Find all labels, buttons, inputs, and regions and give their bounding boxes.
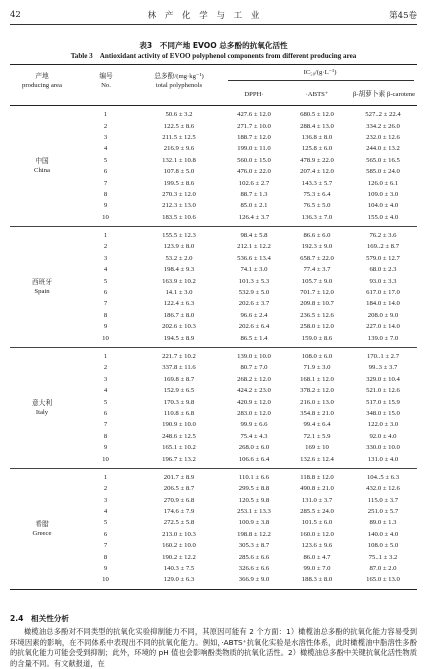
abts-ic50-cell: 159.0 ± 8.6 <box>301 334 333 342</box>
carotene-ic50-cell: 76.2 ± 3.6 <box>369 232 397 240</box>
carotene-ic50-cell: 330.0 ± 10.0 <box>366 444 400 452</box>
abts-ic50-cell: 285.5 ± 24.0 <box>300 508 334 516</box>
total-polyphenols-cell: 186.7 ± 8.0 <box>163 311 195 319</box>
total-polyphenols-cell: 122.5 ± 8.6 <box>163 122 195 130</box>
abts-ic50-cell: 236.5 ± 12.6 <box>300 311 334 319</box>
dpph-ic50-cell: 98.4 ± 5.8 <box>240 232 268 240</box>
carotene-ic50-cell: 334.2 ± 26.0 <box>366 122 400 130</box>
area-name-cn: 中国 <box>35 157 49 165</box>
dpph-ic50-cell: 106.6 ± 6.4 <box>238 455 270 463</box>
carotene-ic50-cell: 527..2 ± 22.4 <box>365 111 401 119</box>
abts-ic50-cell: 77.4 ± 3.7 <box>303 266 331 274</box>
abts-ic50-cell: 125.8 ± 6.0 <box>301 145 333 153</box>
carotene-ic50-cell: 139.0 ± 7.0 <box>367 334 399 342</box>
carotene-ic50-cell: 244.0 ± 13.2 <box>366 145 400 153</box>
abts-ic50-cell: 701.7 ± 12.0 <box>300 289 334 297</box>
total-polyphenols-cell: 272.5 ± 5.8 <box>163 519 195 527</box>
dpph-ic50-cell: 102.6 ± 2.7 <box>238 179 270 187</box>
table-caption-en: Table 3 Antioxidant activity of EVOO polyphenol components from different producing area <box>70 52 357 60</box>
total-polyphenols-cell: 14.1 ± 3.0 <box>165 289 193 297</box>
total-polyphenols-cell: 174.6 ± 7.9 <box>163 508 195 516</box>
total-polyphenols-cell: 202.6 ± 10.3 <box>162 323 196 331</box>
carotene-ic50-cell: 251.0 ± 5.7 <box>367 508 399 516</box>
table-row <box>10 200 417 211</box>
table-row <box>10 143 417 154</box>
carotene-ic50-cell: 115.0 ± 3.7 <box>367 496 399 504</box>
producing-area-label <box>10 278 74 296</box>
header-total-polyphenols: 总多酚/(mg·kg⁻¹) total polyphenols <box>154 73 204 89</box>
carotene-ic50-cell: 68.0 ± 2.3 <box>369 266 397 274</box>
antioxidant-table <box>10 64 417 590</box>
table-row <box>10 132 417 143</box>
abts-ic50-cell: 76.5 ± 5.0 <box>303 202 331 210</box>
dpph-ic50-cell: 75.4 ± 4.3 <box>240 432 268 440</box>
journal-title: 林 产 化 学 与 工 业 <box>147 11 263 21</box>
carotene-ic50-cell: 329.0 ± 10.4 <box>366 375 400 383</box>
table-row <box>10 495 417 506</box>
abts-ic50-cell: 99.4 ± 6.4 <box>303 421 331 429</box>
abts-ic50-cell: 132.6 ± 12.4 <box>300 455 334 463</box>
sample-no-cell: 9 <box>103 565 108 573</box>
abts-ic50-cell: 168.1 ± 12.0 <box>300 375 334 383</box>
dpph-ic50-cell: 366.9 ± 9.0 <box>238 576 270 584</box>
area-name-cn: 西班牙 <box>31 278 53 286</box>
dpph-ic50-cell: 420.9 ± 12.0 <box>237 398 271 406</box>
table-row <box>10 483 417 494</box>
total-polyphenols-cell: 206.5 ± 8.7 <box>163 485 195 493</box>
dpph-ic50-cell: 326.6 ± 6.6 <box>238 565 270 573</box>
area-name-en: Spain <box>34 287 50 295</box>
page-header <box>10 8 417 22</box>
sample-no-cell: 5 <box>103 156 108 164</box>
table-row <box>10 189 417 200</box>
producing-area-label <box>10 399 74 417</box>
carotene-ic50-cell: 104.0 ± 4.0 <box>367 202 399 210</box>
dpph-ic50-cell: 96.6 ± 2.4 <box>240 311 268 319</box>
table-row <box>10 431 417 442</box>
dpph-ic50-cell: 199.0 ± 11.0 <box>237 145 271 153</box>
total-polyphenols-cell: 140.3 ± 7.5 <box>163 565 195 573</box>
total-polyphenols-cell: 190.9 ± 10.0 <box>162 421 196 429</box>
table-row <box>10 264 417 275</box>
dpph-ic50-cell: 126.4 ± 3.7 <box>238 213 270 221</box>
abts-ic50-cell: 101.5 ± 6.0 <box>301 519 333 527</box>
carotene-ic50-cell: 165.0 ± 13.0 <box>366 576 400 584</box>
table-row <box>10 310 417 321</box>
dpph-ic50-cell: 285.6 ± 6.6 <box>238 553 270 561</box>
sample-no-cell: 1 <box>103 111 108 119</box>
table-row <box>10 362 417 373</box>
dpph-ic50-cell: 202.6 ± 3.7 <box>238 300 270 308</box>
abts-ic50-cell: 378.2 ± 12.0 <box>300 387 334 395</box>
dpph-ic50-cell: 139.0 ± 10.0 <box>237 353 271 360</box>
total-polyphenols-cell: 129.0 ± 6.3 <box>163 576 195 584</box>
area-name-en: Italy <box>35 408 49 416</box>
total-polyphenols-cell: 212.3 ± 13.0 <box>162 202 196 210</box>
total-polyphenols-cell: 270.3 ± 12.0 <box>162 190 196 198</box>
dpph-ic50-cell: 536.6 ± 13.4 <box>237 254 271 262</box>
carotene-ic50-cell: 617.0 ± 17.0 <box>366 289 400 297</box>
total-polyphenols-cell: 163.9 ± 10.2 <box>162 277 196 285</box>
sample-no-cell: 8 <box>103 311 108 319</box>
total-polyphenols-cell: 107.8 ± 5.0 <box>163 168 195 176</box>
carotene-ic50-cell: 208.0 ± 9.0 <box>367 311 399 319</box>
sample-no-cell: 2 <box>103 243 108 251</box>
abts-ic50-cell: 71.9 ± 3.0 <box>303 364 331 372</box>
table-row <box>10 253 417 264</box>
table-row <box>10 109 417 120</box>
carotene-ic50-cell: 108.0 ± 5.0 <box>367 542 399 550</box>
abts-ic50-cell: 108.0 ± 6.0 <box>301 353 333 360</box>
table-row <box>10 298 417 309</box>
dpph-ic50-cell: 86.5 ± 1.4 <box>240 334 268 342</box>
table-row <box>10 332 417 343</box>
header-ic50-rule <box>228 80 414 81</box>
dpph-ic50-cell: 212.1 ± 12.2 <box>237 243 271 251</box>
dpph-ic50-cell: 271.7 ± 10.0 <box>237 122 271 130</box>
sample-no-cell: 10 <box>102 576 109 584</box>
abts-ic50-cell: 207.4 ± 12.0 <box>300 168 334 176</box>
sample-no-cell: 7 <box>103 542 108 550</box>
sample-no-cell: 2 <box>103 485 108 493</box>
header-ic50: IC₅₀/(g·L⁻¹) <box>303 69 337 76</box>
sample-no-cell: 7 <box>103 179 108 187</box>
header-no: 编号 No. <box>99 73 113 89</box>
dpph-ic50-cell: 120.5 ± 9.8 <box>238 496 270 504</box>
dpph-ic50-cell: 305.3 ± 8.7 <box>238 542 270 550</box>
table-row <box>10 551 417 562</box>
table-row <box>10 212 417 223</box>
dpph-ic50-cell: 283.0 ± 12.0 <box>237 409 271 417</box>
table-row <box>10 241 417 252</box>
producing-area-label <box>10 157 74 175</box>
sample-no-cell: 4 <box>103 387 108 395</box>
table-row <box>10 574 417 585</box>
sample-no-cell: 3 <box>103 133 108 141</box>
sample-no-cell: 10 <box>102 213 109 221</box>
dpph-ic50-cell: 110.1 ± 6.6 <box>238 473 270 481</box>
abts-ic50-cell: 136.8 ± 8.0 <box>301 133 333 141</box>
dpph-ic50-cell: 476.0 ± 22.0 <box>237 168 271 176</box>
carotene-ic50-cell: 232.0 ± 12.6 <box>366 133 400 141</box>
carotene-ic50-cell: 104..5 ± 6.3 <box>366 473 400 481</box>
total-polyphenols-cell: 199.5 ± 8.6 <box>163 179 195 187</box>
sample-no-cell: 1 <box>103 473 108 481</box>
abts-ic50-cell: 188.3 ± 8.0 <box>301 576 333 584</box>
abts-ic50-cell: 143.3 ± 5.7 <box>301 179 333 187</box>
sample-no-cell: 10 <box>102 455 109 463</box>
sample-no-cell: 3 <box>103 375 108 383</box>
table-body <box>10 106 417 590</box>
dpph-ic50-cell: 202.6 ± 6.4 <box>238 323 270 331</box>
dpph-ic50-cell: 88.7 ± 1.3 <box>240 190 268 198</box>
area-name-en: China <box>34 166 50 174</box>
area-name-cn: 希腊 <box>35 520 49 528</box>
sample-no-cell: 9 <box>103 202 108 210</box>
table-row <box>10 563 417 574</box>
table-row <box>10 472 417 483</box>
total-polyphenols-cell: 194.5 ± 8.9 <box>163 334 195 342</box>
header-carotene: β-胡萝卜素 β-carotene <box>352 91 416 98</box>
table-row <box>10 230 417 241</box>
area-name-en: Greece <box>32 529 52 537</box>
sample-no-cell: 10 <box>102 334 109 342</box>
total-polyphenols-cell: 221.7 ± 10.2 <box>162 353 196 360</box>
header-area: 产地 producing area <box>22 73 62 89</box>
dpph-ic50-cell: 253.1 ± 13.3 <box>237 508 271 516</box>
area-name-cn: 意大利 <box>31 399 53 407</box>
dpph-ic50-cell: 85.0 ± 2.1 <box>240 202 268 210</box>
abts-ic50-cell: 72.1 ± 5.9 <box>303 432 331 440</box>
abts-ic50-cell: 136.3 ± 7.0 <box>301 213 333 221</box>
total-polyphenols-cell: 248.6 ± 12.5 <box>162 432 196 440</box>
sample-no-cell: 5 <box>103 398 108 406</box>
abts-ic50-cell: 118.8 ± 12.0 <box>300 473 334 481</box>
total-polyphenols-cell: 155.5 ± 12.3 <box>162 232 196 240</box>
dpph-ic50-cell: 427.6 ± 12.0 <box>237 111 271 119</box>
sample-no-cell: 9 <box>103 444 108 452</box>
carotene-ic50-cell: 93.0 ± 3.3 <box>369 277 397 285</box>
carotene-ic50-cell: 585.0 ± 24.0 <box>366 168 400 176</box>
abts-ic50-cell: 658.7 ± 22.0 <box>300 254 334 262</box>
sample-no-cell: 5 <box>103 519 108 527</box>
carotene-ic50-cell: 184.0 ± 14.0 <box>366 300 400 308</box>
sample-no-cell: 6 <box>103 289 108 297</box>
table-row <box>10 120 417 131</box>
sample-no-cell: 3 <box>103 254 108 262</box>
carotene-ic50-cell: 155.0 ± 4.0 <box>367 213 399 221</box>
total-polyphenols-cell: 165.1 ± 10.2 <box>162 444 196 452</box>
total-polyphenols-cell: 216.9 ± 9.6 <box>163 145 195 153</box>
dpph-ic50-cell: 560.0 ± 15.0 <box>237 156 271 164</box>
abts-ic50-cell: 131.0 ± 3.7 <box>301 496 333 504</box>
dpph-ic50-cell: 80.7 ± 7.0 <box>240 364 268 372</box>
abts-ic50-cell: 192.3 ± 9.0 <box>301 243 333 251</box>
sample-no-cell: 8 <box>103 190 108 198</box>
dpph-ic50-cell: 268.0 ± 6.0 <box>238 444 270 452</box>
carotene-ic50-cell: 122.0 ± 3.0 <box>367 421 399 429</box>
carotene-ic50-cell: 348.0 ± 15.0 <box>366 409 400 417</box>
sample-no-cell: 8 <box>103 432 108 440</box>
carotene-ic50-cell: 75..1 ± 3.2 <box>368 553 398 561</box>
carotene-ic50-cell: 131.0 ± 4.0 <box>367 455 399 463</box>
dpph-ic50-cell: 198.8 ± 12.2 <box>237 530 271 538</box>
total-polyphenols-cell: 50.6 ± 3.2 <box>165 111 193 119</box>
abts-ic50-cell: 160.0 ± 12.0 <box>300 530 334 538</box>
dpph-ic50-cell: 74.1 ± 3.0 <box>240 266 268 274</box>
sample-no-cell: 6 <box>103 530 108 538</box>
sample-no-cell: 4 <box>103 145 108 153</box>
total-polyphenols-cell: 152.9 ± 6.5 <box>163 387 195 395</box>
total-polyphenols-cell: 123.9 ± 8.0 <box>163 243 195 251</box>
total-polyphenols-cell: 270.9 ± 6.8 <box>163 496 195 504</box>
table-group <box>10 227 417 348</box>
sample-no-cell: 3 <box>103 496 108 504</box>
volume-label: 第45卷 <box>389 11 417 21</box>
carotene-ic50-cell: 87.0 ± 2.0 <box>369 565 397 573</box>
sample-no-cell: 6 <box>103 409 108 417</box>
total-polyphenols-cell: 213.0 ± 10.3 <box>162 530 196 538</box>
total-polyphenols-cell: 53.2 ± 2.0 <box>165 254 193 262</box>
table-row <box>10 453 417 464</box>
abts-ic50-cell: 490.8 ± 21.0 <box>300 485 334 493</box>
carotene-ic50-cell: 521.0 ± 12.6 <box>366 387 400 395</box>
table-header <box>10 64 417 106</box>
header-abts: ·ABTS⁺ <box>305 91 329 98</box>
carotene-ic50-cell: 227.0 ± 14.0 <box>366 323 400 331</box>
sample-no-cell: 6 <box>103 168 108 176</box>
carotene-ic50-cell: 140.0 ± 4.0 <box>367 530 399 538</box>
header-dpph: DPPH· <box>244 91 264 98</box>
carotene-ic50-cell: 109.0 ± 3.0 <box>367 190 399 198</box>
dpph-ic50-cell: 188.7 ± 12.0 <box>237 133 271 141</box>
carotene-ic50-cell: 432.0 ± 12.6 <box>366 485 400 493</box>
carotene-ic50-cell: 126.0 ± 6.1 <box>367 179 399 187</box>
total-polyphenols-cell: 183.5 ± 10.6 <box>162 213 196 221</box>
sample-no-cell: 8 <box>103 553 108 561</box>
carotene-ic50-cell: 579.0 ± 12.7 <box>366 254 400 262</box>
sample-no-cell: 2 <box>103 122 108 130</box>
dpph-ic50-cell: 99.9 ± 6.6 <box>240 421 268 429</box>
carotene-ic50-cell: 89.0 ± 1.3 <box>369 519 397 527</box>
table-row <box>10 321 417 332</box>
page-number: 42 <box>10 10 21 20</box>
dpph-ic50-cell: 100.9 ± 3.8 <box>238 519 270 527</box>
total-polyphenols-cell: 132.1 ± 10.8 <box>162 156 196 164</box>
total-polyphenols-cell: 122.4 ± 6.3 <box>163 300 195 308</box>
total-polyphenols-cell: 337.8 ± 11.6 <box>162 364 196 372</box>
carotene-ic50-cell: 99..3 ± 3.7 <box>368 364 398 372</box>
sample-no-cell: 4 <box>103 266 108 274</box>
carotene-ic50-cell: 169..2 ± 8.7 <box>366 243 400 251</box>
abts-ic50-cell: 86.0 ± 4.7 <box>303 553 331 561</box>
sample-no-cell: 4 <box>103 508 108 516</box>
sample-no-cell: 1 <box>103 232 108 240</box>
sample-no-cell: 7 <box>103 300 108 308</box>
abts-ic50-cell: 680.5 ± 12.0 <box>300 111 334 119</box>
table-group <box>10 469 417 590</box>
sample-no-cell: 2 <box>103 364 108 372</box>
total-polyphenols-cell: 160.2 ± 10.0 <box>162 542 196 550</box>
total-polyphenols-cell: 169.8 ± 8.7 <box>163 375 195 383</box>
section-title: 2.4 相关性分析 <box>10 614 70 623</box>
carotene-ic50-cell: 92.0 ± 4.0 <box>369 432 397 440</box>
table-row <box>10 506 417 517</box>
total-polyphenols-cell: 190.2 ± 12.2 <box>162 553 196 561</box>
abts-ic50-cell: 105.7 ± 9.0 <box>301 277 333 285</box>
table-row <box>10 177 417 188</box>
table-row <box>10 419 417 430</box>
table-row <box>10 442 417 453</box>
abts-ic50-cell: 169 ± 10 <box>305 444 329 452</box>
abts-ic50-cell: 123.6 ± 9.6 <box>301 542 333 550</box>
table-row <box>10 374 417 385</box>
total-polyphenols-cell: 198.4 ± 9.3 <box>163 266 195 274</box>
total-polyphenols-cell: 170.3 ± 9.8 <box>163 398 195 406</box>
dpph-ic50-cell: 268.2 ± 12.0 <box>237 375 271 383</box>
dpph-ic50-cell: 424.2 ± 23.0 <box>237 387 271 395</box>
producing-area-label <box>10 520 74 538</box>
table-row <box>10 540 417 551</box>
abts-ic50-cell: 86.6 ± 6.0 <box>303 232 331 240</box>
total-polyphenols-cell: 201.7 ± 8.9 <box>163 473 195 481</box>
total-polyphenols-cell: 110.8 ± 6.8 <box>163 409 195 417</box>
carotene-ic50-cell: 565.0 ± 16.5 <box>366 156 400 164</box>
carotene-ic50-cell: 170..1 ± 2.7 <box>366 353 400 360</box>
table-row <box>10 385 417 396</box>
abts-ic50-cell: 288.4 ± 13.0 <box>300 122 334 130</box>
abts-ic50-cell: 209.8 ± 10.7 <box>300 300 334 308</box>
section-paragraph: 橄榄油总多酚对不同类型的抗氧化实验抑制能力不同，其原因可能有 2 个方面：1）橄榄油总多酚的抗氧化能力容易受到环境因素的影响，在不同体系中表现出不同的抗氧化能力。例如，·ABTS⁺抗氧化实验是水溶性体系，此时橄榄油中脂溶性多酚的抗氧化能力可能会受到抑制；此外，环境的 pH 值也会影响酚类物质的抗氧化活性。2）橄榄油总多酚中关键抗氧化活性物质的含量不同。有文献报道，在 <box>10 627 417 668</box>
sample-no-cell: 1 <box>103 353 108 360</box>
abts-ic50-cell: 258.0 ± 12.0 <box>300 323 334 331</box>
sample-no-cell: 5 <box>103 277 108 285</box>
table-group <box>10 106 417 227</box>
sample-no-cell: 9 <box>103 323 108 331</box>
abts-ic50-cell: 354.8 ± 21.0 <box>300 409 334 417</box>
table-row <box>10 351 417 362</box>
abts-ic50-cell: 75.3 ± 6.4 <box>303 190 331 198</box>
abts-ic50-cell: 99.0 ± 7.0 <box>303 565 331 573</box>
total-polyphenols-cell: 196.7 ± 13.2 <box>162 455 196 463</box>
total-polyphenols-cell: 211.5 ± 12.5 <box>162 133 196 141</box>
dpph-ic50-cell: 299.5 ± 8.8 <box>238 485 270 493</box>
header-rule <box>10 24 417 25</box>
abts-ic50-cell: 478.9 ± 22.0 <box>300 156 334 164</box>
table-group <box>10 348 417 469</box>
sample-no-cell: 7 <box>103 421 108 429</box>
carotene-ic50-cell: 517.0 ± 15.9 <box>366 398 400 406</box>
dpph-ic50-cell: 101.3 ± 5.3 <box>238 277 270 285</box>
abts-ic50-cell: 216.0 ± 13.0 <box>300 398 334 406</box>
dpph-ic50-cell: 532.9 ± 5.0 <box>238 289 270 297</box>
table-caption-cn: 表3 不同产地 EVOO 总多酚的抗氧化活性 <box>139 41 288 50</box>
